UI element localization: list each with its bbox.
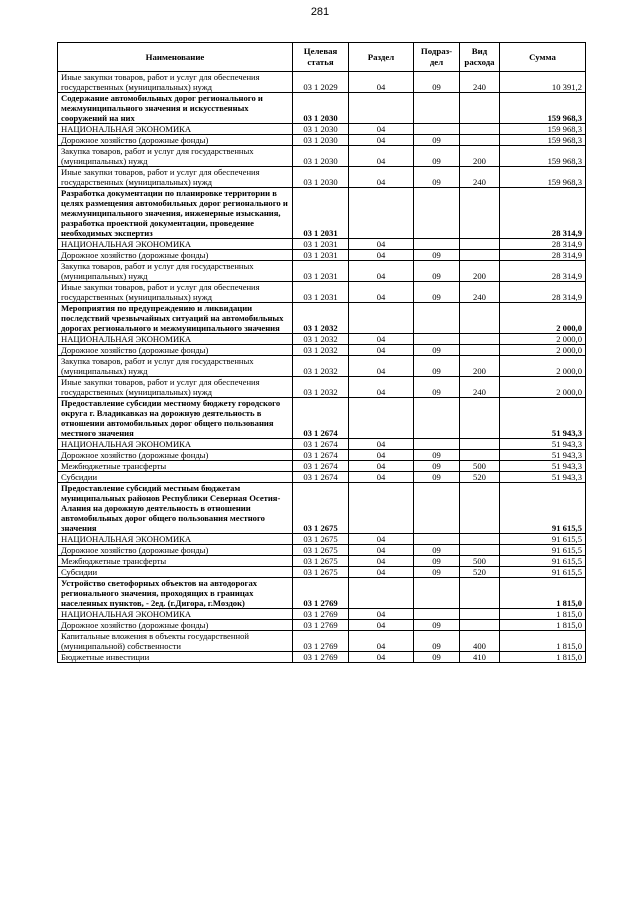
header-sum: Сумма [500,43,586,72]
cell-sum: 91 615,5 [500,534,586,545]
cell-section: 04 [349,450,414,461]
cell-name: НАЦИОНАЛЬНАЯ ЭКОНОМИКА [58,239,293,250]
table-row [58,377,586,398]
cell-sum: 28 314,9 [500,250,586,261]
cell-subsection [414,303,460,334]
cell-section: 04 [349,439,414,450]
cell-type [460,534,500,545]
cell-sum: 91 615,5 [500,567,586,578]
table-row-total [58,303,586,334]
cell-type [460,303,500,334]
cell-section: 04 [349,461,414,472]
cell-section: 04 [349,167,414,188]
cell-name: Дорожное хозяйство (дорожные фонды) [58,450,293,461]
cell-section: 04 [349,472,414,483]
cell-sum: 28 314,9 [500,282,586,303]
cell-type: 240 [460,377,500,398]
cell-type [460,188,500,239]
cell-name: Дорожное хозяйство (дорожные фонды) [58,250,293,261]
cell-name: Субсидии [58,567,293,578]
cell-type: 520 [460,472,500,483]
cell-subsection [414,534,460,545]
cell-sum: 91 615,5 [500,556,586,567]
cell-subsection: 09 [414,135,460,146]
table-row [58,261,586,282]
cell-code: 03 1 2030 [293,124,349,135]
cell-sum: 159 968,3 [500,93,586,124]
cell-name: Закупка товаров, работ и услуг для государственных (муниципальных) нужд [58,146,293,167]
cell-name: Межбюджетные трансферты [58,556,293,567]
cell-section: 04 [349,146,414,167]
cell-subsection: 09 [414,146,460,167]
cell-name: НАЦИОНАЛЬНАЯ ЭКОНОМИКА [58,124,293,135]
cell-subsection: 09 [414,652,460,663]
cell-code: 03 1 2031 [293,250,349,261]
cell-section: 04 [349,556,414,567]
page-number: 281 [310,6,330,18]
cell-name: Закупка товаров, работ и услуг для государственных (муниципальных) нужд [58,356,293,377]
cell-type: 200 [460,146,500,167]
cell-name: Разработка документации по планировке территории в целях размещения автомобильных дорог регионального и межмуниципального значения, инженерные изыскания, разработка проектной документации, проведение необходимых экспертиз [58,188,293,239]
table-row-total [58,398,586,439]
cell-sum: 51 943,3 [500,439,586,450]
cell-section: 04 [349,609,414,620]
cell-sum: 28 314,9 [500,188,586,239]
table-row-total [58,483,586,534]
cell-name: Дорожное хозяйство (дорожные фонды) [58,545,293,556]
cell-subsection [414,239,460,250]
cell-section: 04 [349,377,414,398]
cell-type: 200 [460,261,500,282]
cell-subsection [414,398,460,439]
cell-name: НАЦИОНАЛЬНАЯ ЭКОНОМИКА [58,534,293,545]
table-row [58,567,586,578]
cell-subsection [414,609,460,620]
table-row [58,472,586,483]
table-row [58,534,586,545]
cell-sum: 159 968,3 [500,146,586,167]
cell-type [460,93,500,124]
table-row [58,282,586,303]
cell-type [460,483,500,534]
cell-section: 04 [349,72,414,93]
cell-sum: 51 943,3 [500,472,586,483]
header-subsection: Подраз-дел [414,43,460,72]
cell-sum: 51 943,3 [500,398,586,439]
cell-subsection: 09 [414,556,460,567]
cell-code: 03 1 2769 [293,578,349,609]
cell-type [460,609,500,620]
cell-sum: 1 815,0 [500,609,586,620]
cell-type [460,545,500,556]
cell-section: 04 [349,261,414,282]
cell-sum: 1 815,0 [500,578,586,609]
cell-subsection: 09 [414,345,460,356]
budget-table [57,42,586,663]
cell-sum: 28 314,9 [500,239,586,250]
cell-subsection [414,483,460,534]
cell-code: 03 1 2675 [293,534,349,545]
header-code: Целевая статья [293,43,349,72]
cell-name: Дорожное хозяйство (дорожные фонды) [58,135,293,146]
cell-name: Предоставление субсидий местным бюджетам муниципальных районов Республики Северная Осетия-Алания на дорожную деятельность в отношении автомобильных дорог общего пользования местного значения [58,483,293,534]
header-name: Наименование [58,43,293,72]
cell-code: 03 1 2032 [293,303,349,334]
cell-code: 03 1 2675 [293,545,349,556]
cell-name: Капитальные вложения в объекты государственной (муниципальной) собственности [58,631,293,652]
cell-subsection: 09 [414,545,460,556]
cell-name: Иные закупки товаров, работ и услуг для обеспечения государственных (муниципальных) нужд [58,282,293,303]
cell-type [460,578,500,609]
header-section: Раздел [349,43,414,72]
cell-subsection: 09 [414,377,460,398]
cell-section [349,188,414,239]
cell-section [349,303,414,334]
cell-section [349,578,414,609]
cell-section [349,398,414,439]
cell-type [460,124,500,135]
cell-type [460,250,500,261]
cell-code: 03 1 2031 [293,239,349,250]
table-row [58,545,586,556]
table-row [58,72,586,93]
cell-type [460,345,500,356]
cell-subsection: 09 [414,167,460,188]
cell-sum: 1 815,0 [500,631,586,652]
cell-code: 03 1 2032 [293,356,349,377]
cell-type [460,450,500,461]
table-row-total [58,188,586,239]
table-row [58,250,586,261]
table-row [58,135,586,146]
cell-sum: 2 000,0 [500,345,586,356]
cell-type [460,439,500,450]
cell-code: 03 1 2769 [293,609,349,620]
cell-subsection: 09 [414,72,460,93]
cell-type [460,334,500,345]
cell-section: 04 [349,356,414,377]
cell-type: 500 [460,556,500,567]
cell-type: 240 [460,167,500,188]
cell-name: Предоставление субсидии местному бюджету городского округа г. Владикавказ на дорожную деятельность в отношении автомобильных дорог общего пользования местного значения [58,398,293,439]
cell-subsection: 09 [414,250,460,261]
cell-name: НАЦИОНАЛЬНАЯ ЭКОНОМИКА [58,609,293,620]
cell-sum: 28 314,9 [500,261,586,282]
cell-section: 04 [349,334,414,345]
cell-sum: 51 943,3 [500,450,586,461]
cell-code: 03 1 2674 [293,461,349,472]
table-row [58,609,586,620]
cell-code: 03 1 2674 [293,472,349,483]
cell-section: 04 [349,631,414,652]
cell-type: 500 [460,461,500,472]
cell-sum: 2 000,0 [500,356,586,377]
cell-subsection [414,93,460,124]
cell-subsection [414,124,460,135]
cell-name: Иные закупки товаров, работ и услуг для обеспечения государственных (муниципальных) нужд [58,167,293,188]
table-row [58,652,586,663]
cell-sum: 51 943,3 [500,461,586,472]
cell-code: 03 1 2769 [293,652,349,663]
cell-code: 03 1 2674 [293,398,349,439]
cell-code: 03 1 2031 [293,282,349,303]
cell-section: 04 [349,345,414,356]
cell-section: 04 [349,534,414,545]
cell-code: 03 1 2769 [293,631,349,652]
table-header [58,43,586,72]
table-row [58,439,586,450]
cell-type [460,239,500,250]
cell-name: Содержание автомобильных дорог регионального и межмуниципального значения и искусственных сооружений на них [58,93,293,124]
cell-subsection: 09 [414,261,460,282]
cell-name: Субсидии [58,472,293,483]
cell-type [460,620,500,631]
cell-sum: 159 968,3 [500,167,586,188]
cell-name: НАЦИОНАЛЬНАЯ ЭКОНОМИКА [58,439,293,450]
cell-section [349,483,414,534]
table-row [58,345,586,356]
cell-section [349,93,414,124]
cell-type: 200 [460,356,500,377]
cell-sum: 2 000,0 [500,377,586,398]
cell-subsection: 09 [414,472,460,483]
cell-section: 04 [349,282,414,303]
cell-code: 03 1 2032 [293,334,349,345]
cell-section: 04 [349,545,414,556]
table-row [58,124,586,135]
cell-name: Закупка товаров, работ и услуг для государственных (муниципальных) нужд [58,261,293,282]
cell-name: Дорожное хозяйство (дорожные фонды) [58,620,293,631]
cell-subsection: 09 [414,620,460,631]
cell-section: 04 [349,250,414,261]
cell-code: 03 1 2675 [293,567,349,578]
cell-name: Дорожное хозяйство (дорожные фонды) [58,345,293,356]
cell-code: 03 1 2031 [293,261,349,282]
table-row-total [58,93,586,124]
cell-sum: 1 815,0 [500,620,586,631]
table-row [58,450,586,461]
cell-sum: 91 615,5 [500,483,586,534]
cell-code: 03 1 2674 [293,450,349,461]
cell-subsection: 09 [414,567,460,578]
cell-section: 04 [349,124,414,135]
cell-type: 520 [460,567,500,578]
cell-subsection: 09 [414,356,460,377]
cell-section: 04 [349,135,414,146]
cell-subsection [414,334,460,345]
table-row [58,556,586,567]
cell-type: 240 [460,282,500,303]
cell-type: 410 [460,652,500,663]
cell-code: 03 1 2674 [293,439,349,450]
table-row [58,631,586,652]
cell-subsection: 09 [414,282,460,303]
cell-type [460,135,500,146]
cell-name: Мероприятия по предупреждению и ликвидации последствий чрезвычайных ситуаций на автомобильных дорогах регионального и межмуниципального значения [58,303,293,334]
cell-type: 400 [460,631,500,652]
cell-name: Устройство светофорных объектов на автодорогах регионального значения, проходящих в границах населенных пунктов, - 2ед. (г.Дигора, г.Моздок) [58,578,293,609]
header-type: Вид расхода [460,43,500,72]
table-row-total [58,578,586,609]
cell-code: 03 1 2030 [293,167,349,188]
cell-sum: 159 968,3 [500,135,586,146]
cell-code: 03 1 2675 [293,556,349,567]
cell-type [460,398,500,439]
table-row [58,620,586,631]
cell-name: НАЦИОНАЛЬНАЯ ЭКОНОМИКА [58,334,293,345]
cell-sum: 2 000,0 [500,334,586,345]
cell-code: 03 1 2032 [293,345,349,356]
cell-sum: 159 968,3 [500,124,586,135]
cell-sum: 10 391,2 [500,72,586,93]
cell-code: 03 1 2029 [293,72,349,93]
cell-subsection: 09 [414,461,460,472]
cell-code: 03 1 2030 [293,146,349,167]
cell-section: 04 [349,620,414,631]
cell-code: 03 1 2031 [293,188,349,239]
cell-code: 03 1 2032 [293,377,349,398]
cell-subsection: 09 [414,631,460,652]
table-row [58,356,586,377]
table-row [58,239,586,250]
table-body [58,72,586,663]
cell-subsection [414,188,460,239]
cell-code: 03 1 2030 [293,135,349,146]
cell-code: 03 1 2769 [293,620,349,631]
cell-subsection [414,439,460,450]
table-row [58,461,586,472]
cell-section: 04 [349,652,414,663]
cell-section: 04 [349,239,414,250]
cell-sum: 1 815,0 [500,652,586,663]
cell-name: Бюджетные инвестиции [58,652,293,663]
cell-sum: 91 615,5 [500,545,586,556]
cell-code: 03 1 2675 [293,483,349,534]
cell-type: 240 [460,72,500,93]
cell-name: Иные закупки товаров, работ и услуг для обеспечения государственных (муниципальных) нужд [58,72,293,93]
cell-sum: 2 000,0 [500,303,586,334]
cell-name: Межбюджетные трансферты [58,461,293,472]
cell-code: 03 1 2030 [293,93,349,124]
cell-subsection: 09 [414,450,460,461]
cell-subsection [414,578,460,609]
table-row [58,146,586,167]
cell-section: 04 [349,567,414,578]
table-row [58,334,586,345]
cell-name: Иные закупки товаров, работ и услуг для обеспечения государственных (муниципальных) нужд [58,377,293,398]
table-row [58,167,586,188]
